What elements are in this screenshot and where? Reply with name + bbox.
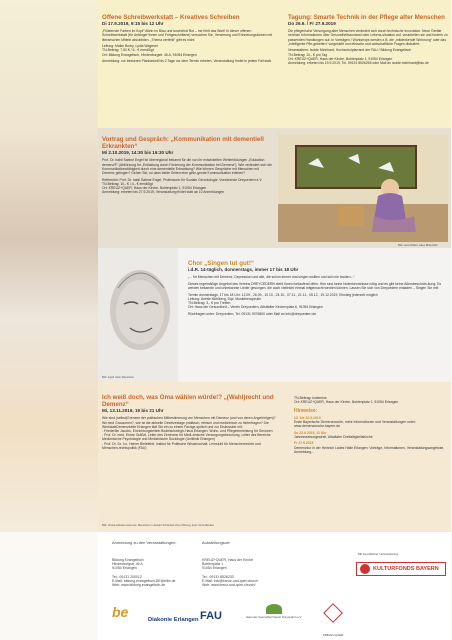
event-details: TN-Beitrag: kostenlos Ort: KREUZ+QUER, Haus der Kirche, Bohlenplatz 1, 91054 Erlangen (294, 396, 399, 405)
event-details: Veranstaltern: Isolde Meinhard, Hochschulpfarramt der FAU / Bildung Evangelisch TN-Beitrag: 10,- € pro Tag Ort: KREUZ+QUER, Haus der Kirche, Bohlenplatz 1, 91054 Erlangen Anmeldung: erbeten bis 19.9.2019, Tel. 09131 8526265 oder Mail an isolde.meinhard@fau.de (288, 48, 429, 66)
hint-date: Fr 27.9.2019 (294, 441, 314, 446)
event-title: Vortrag und Gespräch: „Kommunikation mit dementiell Erkrankten“ (102, 136, 264, 151)
hint-text: Demenzkur in der Heinrich Lades Halle Erlangen: Vorträge, Informationen, Veranstaltungsangebote, Anmeldung... (294, 445, 445, 454)
event-title: Offene Schreibwerkstatt – Kreatives Schreiben (102, 14, 240, 21)
event-contact: Rückfragen unter: Dreycedern, Tel. 09131 9076800 oder Mail an info@dreycedern.de (188, 311, 317, 316)
image-caption: Bild: Lena Wilfert, Haus Birkenfeld (398, 244, 438, 247)
hint-date: So 22.9.2019, 11 Uhr (294, 430, 327, 435)
event-registration: Anmeldung: zur besseren Planbarkeit bis 2 Tage vor dem Termin erbeten, Veranstaltung findet in jedem Fall statt. (102, 59, 272, 64)
event-title: Ich weiß doch, was Oma wählen würde!? „(Wahl)recht und Demenz“ (102, 394, 274, 409)
cross-icon (323, 603, 343, 623)
event-wahlrecht-details (294, 396, 449, 456)
hint-date: 13. bis 22.9.2019 (294, 415, 321, 420)
section-wahlrecht (98, 382, 451, 532)
hints-title: Hinweise: (294, 408, 318, 415)
event-text: Prof. Dr. habil Sabine Engel ist überregional bekannt für die von ihr entwickelten Weiterbildungen „Edukation demenz®“ (Abkürzung für „Entlastung durch Förderung der Kommunikation bei Demenz“). Wie verändert sich die Kommunikationsfähigkeit durch eine dementielle Erkrankung? Wie können Gespräche mit Menschen mit Demenz gelingen? Gehen Sie, so dass beide Seiten eine gelin-gende Kommunikation erleben? (102, 158, 272, 176)
event-details: Leitung: Maike Bodry, Lydia Wagener TN-Beitrag: 7,50 € / 5,- € ermäßigt Ort: Bildung Evangelisch, Hindenburgstr. 46 A, 91054 Erlangen (102, 44, 197, 57)
hint-text: Jahresseelsorgestreit, Altstädter Dreifaltigkeitskirche (294, 434, 373, 439)
footer (98, 532, 451, 640)
event-wahlrecht (102, 394, 278, 452)
dreycedern-logo: Haus der Gesundheit Verein Dreycedern e.V. (246, 604, 302, 619)
event-title: Chor „Singen tut gut!“ (188, 260, 254, 267)
support-label: Mit freundlicher Unterstützung: (358, 552, 399, 556)
event-text: „Flüsternde Farben im Kopf“ Allein im Blau und tuschelnd Rot – mir fehlt das Wort! In dieser offenen Schreibwerkstatt (für Anfänger*innen und Fortgeschrittene) versuchen Sie, Verwirrung und Erinnerungslücken mit literarischen Mitteln abzubilden. „Thema verfehlt“ gibt es nicht. (102, 29, 272, 42)
registration-heading: Anmeldung zu den Veranstaltungen: (112, 540, 177, 545)
event-quote: „... für Menschen mit Demenz, Depression und alle, die schon immer mal singen wollten und sich nie trauten...“ (188, 275, 355, 280)
section-schreibwerkstatt (98, 0, 451, 128)
event-text: Die pflegerische Versorgung alter Menschen verändert sich durch technische Innovation. Neue Geräte nehmen Informationen über Gesundheitszustand oder Lebens-situation auf, verarbeiten sie und fordern zu passenden Handlungen auf. In Vorträgen / Workshops werden z.B. die „mitdenkende Wohnung“ oder das „intelligente Pfle-gebetten“ vorgestellt und ethische und wirtschaftliche Fragen diskutiert. (288, 29, 448, 46)
event-schreibwerkstatt (102, 14, 272, 66)
event-date: Mi, 13.11.2019, 19 bis 21 Uhr (102, 408, 164, 414)
event-details: Referentin: Prof. Dr. habil Sabine Engel, Professorin für Soziale Gerontologie, Vorsitzende Dreycedern e.V. TN-Beitrag: 10,- € / 4,- € ermäßigt Ort: KREUZ+QUER, Haus der Kirche, Bohlenplatz 1, 91054 Erlangen Anmeldung: erbeten bis 27.9.2019, Veranstaltung findet statt ab 10 Anmeldungen (102, 177, 263, 195)
event-date: i.d.R. 14-täglich, donnerstags, immer 17 bis 18 Uhr (188, 267, 299, 273)
kulturfonds-label: KULTURFONDS BAYERN (373, 566, 439, 572)
event-tagung (288, 14, 448, 68)
address-kreuzquer: KREUZ+QUER, Haus der Kirche Bohlenplatz 1 91054 Erlangen Tel.: 09131 8526233 E-Mail: info@kreuz-und-quer.church Web: www.kreuz-und-quer.church/ (202, 558, 259, 588)
be-logo: be (112, 604, 129, 620)
event-date: Mi 2.10.2019, 14:30 bis 16:30 Uhr (102, 150, 174, 156)
fau-logo: FAU (200, 610, 222, 622)
address-bildung: Bildung Evangelisch Hindenburgstr. 46 A 91054 Erlangen Tel.: 09131 200012 E-Mail: bildung.evangelisch-DE@elkb.de Web: www.bildung-evangelisch.de (112, 558, 176, 588)
event-title: Tagung: Smarte Technik in der Pflege alter Menschen (288, 14, 445, 21)
diakonie-logo: Diakonie Erlangen (148, 617, 199, 623)
image-caption: Bild: Ursula Hofmann-Hermes: Menschen in dunkler Schönheit ohne Öffnung, Foto: Doris Benken (102, 524, 215, 527)
decorative-sidebar (0, 0, 98, 532)
tree-icon (266, 604, 282, 614)
section-chor (98, 248, 451, 382)
event-text: Wie sind (selbst)Grenzen der politischen Mitbestimmung von Menschen mit Demenz (und von deren Angehörigen)? Wo sind Grauzonen?, wie ist die aktuelle Gesetzeslage praktisch, ethisch und medizinisch zu hinterfragen? Die WerkstattDemenzkette Erlangen lädt Sie ein zu einem Fachge-spräch und zur Diskussion mit: - Friederike Jacobs, Einrichtungsleitein Bodelschwingh-Haus Erlangen, Wohn- und Pflegeeinrichtung für Senioren - Prof. Dr. med. Elmar Gräßel, Leiter des Zentrums für Medi-zinische Versorgungsforschung, Leiter des Bereichs Medizinische Psychologie und Medizinische Soziologie (Uniklinik Erlangen) - Prof. Dr. Dr. h.c. Heiner Bielefeldt, Institut für Politische Wissenschaft, Lehrstuhl für Menschenrechte und Menschen-rechtspolitik (FAU) (102, 416, 276, 450)
section-kommunikation (98, 128, 451, 248)
event-details: Termin donnerstags, 17 bis 18 Uhr: 12.09., 26.09., 10.10., 24.10., 07.11., 21.11., 05.12., 19.12.2019, Einstieg jederzeit möglich Leitung: Anette Mühlberg, Dipl. Musiktherapeutin TN-Beitrag: 3,- € pro Treffen Ort: Haus der Gesundheit – Verein Dreycedern, Altstädter Kirchenplatz 6, 91054 Erlangen (188, 292, 378, 310)
image-caption: Bild: Ingrid Heid, Mannheim (102, 376, 134, 379)
event-chor (188, 260, 446, 318)
event-date: Do 26.9. / Fr 27.9.2019 (288, 21, 336, 27)
venue-heading: Ausstellungsort: (202, 540, 231, 545)
event-date: Di 17.9.2019, 9:15 bis 12 Uhr (102, 21, 164, 27)
event-text: Dieses regelmäßige Angebot des Vereins DREYCEDERN steht Ihnen fortlaufend offen. Hier sind keine Notenkenntnisse nötig und es gibt keine Altersbeschrän-kung. Es werden bekannte und unbekannte Lieder gesungen, die auch vielleicht einmal mitgemacht werden können. Lassen Sie sich von Dreycedern einladen – Singen Sie mit! (188, 281, 442, 290)
kulturfonds-logo (356, 562, 446, 576)
hint-text: Erste Bayerische Demenzwoche, mehr Informationen und Veranstaltungen unter: www.demenzwoche.bayern.de (294, 419, 416, 429)
illustration-elderly-woman (278, 134, 448, 242)
portrait-drawing (98, 248, 178, 382)
kulturfonds-icon (360, 564, 370, 574)
event-kommunikation (102, 136, 272, 197)
kreuzquer-logo: KREUZ+QUER (312, 606, 354, 640)
